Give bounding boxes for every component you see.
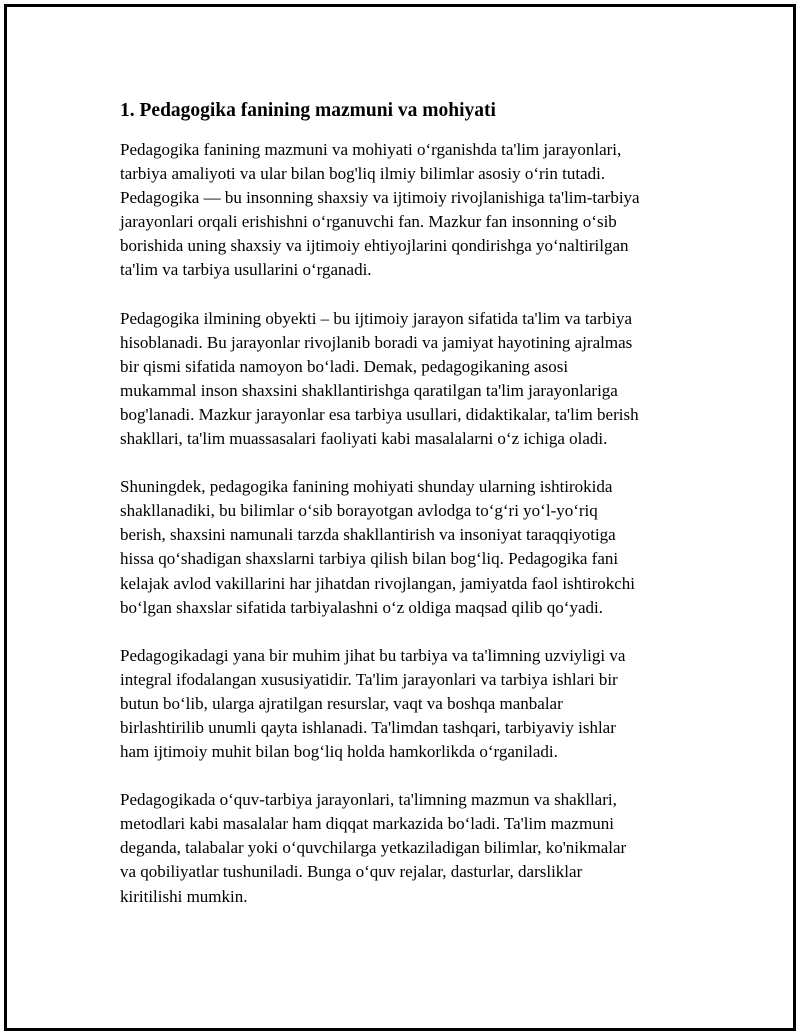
text-line: deganda, talabalar yoki o‘quvchilarga yetkaziladigan bilimlar, ko'nikmalar	[120, 838, 627, 858]
text-line: Pedagogika — bu insonning shaxsiy va ijtimoiy rivojlanishiga ta'lim-tarbiya	[120, 188, 640, 208]
text-line: integral ifodalangan xususiyatidir. Ta'lim jarayonlari va tarbiya ishlari bir	[120, 669, 618, 689]
text-line: tarbiya amaliyoti va ular bilan bog'liq ilmiy bilimlar asosiy o‘rin tutadi.	[120, 164, 606, 184]
text-line: mukammal inson shaxsini shakllantirishga qaratilgan ta'lim jarayonlariga	[120, 380, 618, 400]
paragraph-4	[120, 644, 700, 764]
text-line: Pedagogikadagi yana bir muhim jihat bu tarbiya va ta'limning uzviyligi va	[120, 645, 626, 665]
text-line: jarayonlari orqali erishishni o‘rganuvchi fan. Mazkur fan insonning o‘sib	[120, 212, 617, 232]
text-line: ta'lim va tarbiya usullarini o‘rganadi.	[120, 260, 372, 280]
paragraph-2	[120, 307, 700, 452]
paragraph-1	[120, 138, 700, 283]
page-frame	[4, 4, 796, 1031]
text-line: metodlari kabi masalalar ham diqqat markazida bo‘ladi. Ta'lim mazmuni	[120, 814, 614, 834]
text-line: birlashtirilib unumli qayta ishlanadi. Ta'limdan tashqari, tarbiyaviy ishlar	[120, 717, 616, 737]
text-line: berish, shaxsini namunali tarzda shakllantirish va insoniyat taraqqiyotiga	[120, 525, 616, 545]
text-line: bir qismi sifatida namoyon bo‘ladi. Demak, pedagogikaning asosi	[120, 356, 569, 376]
text-line: ham ijtimoiy muhit bilan bog‘liq holda hamkorlikda o‘rganiladi.	[120, 742, 558, 762]
text-line: bog'lanadi. Mazkur jarayonlar esa tarbiya usullari, didaktikalar, ta'lim berish	[120, 404, 639, 424]
text-line: borishida uning shaxsiy va ijtimoiy ehtiyojlarini qondirishga yo‘naltirilgan	[120, 236, 629, 256]
text-line: hisoblanadi. Bu jarayonlar rivojlanib boradi va jamiyat hayotining ajralmas	[120, 332, 633, 352]
text-line: kelajak avlod vakillarini har jihatdan rivojlangan, jamiyatda faol ishtirokchi	[120, 573, 636, 593]
text-line: Shuningdek, pedagogika fanining mohiyati shunday ularning ishtirokida	[120, 477, 613, 497]
text-line: butun bo‘lib, ularga ajratilgan resurslar, vaqt va boshqa manbalar	[120, 693, 563, 713]
text-line: Pedagogika fanining mazmuni va mohiyati o‘rganishda ta'lim jarayonlari,	[120, 140, 622, 159]
text-line: hissa qo‘shadigan shaxslarni tarbiya qilish bilan bog‘liq. Pedagogika fani	[120, 549, 619, 569]
document-title: 1. Pedagogika fanining mazmuni va mohiyati	[120, 100, 496, 121]
paragraph-5	[120, 788, 700, 908]
text-line: Pedagogika ilmining obyekti – bu ijtimoiy jarayon sifatida ta'lim va tarbiya	[120, 308, 633, 328]
text-line: va qobiliyatlar tushuniladi. Bunga o‘quv rejalar, dasturlar, darsliklar	[120, 862, 583, 882]
paragraph-3	[120, 475, 700, 620]
document-body	[120, 99, 700, 933]
text-line: bo‘lgan shaxslar sifatida tarbiyalashni o‘z oldiga maqsad qilib qo‘yadi.	[120, 597, 603, 617]
text-line: Pedagogikada o‘quv-tarbiya jarayonlari, ta'limning mazmun va shakllari,	[120, 790, 617, 810]
text-line: shakllanadiki, bu bilimlar o‘sib borayotgan avlodga to‘g‘ri yo‘l-yo‘riq	[120, 501, 598, 521]
text-line: kiritilishi mumkin.	[120, 886, 248, 906]
text-line: shakllari, ta'lim muassasalari faoliyati kabi masalalarni o‘z ichiga oladi.	[120, 429, 608, 449]
